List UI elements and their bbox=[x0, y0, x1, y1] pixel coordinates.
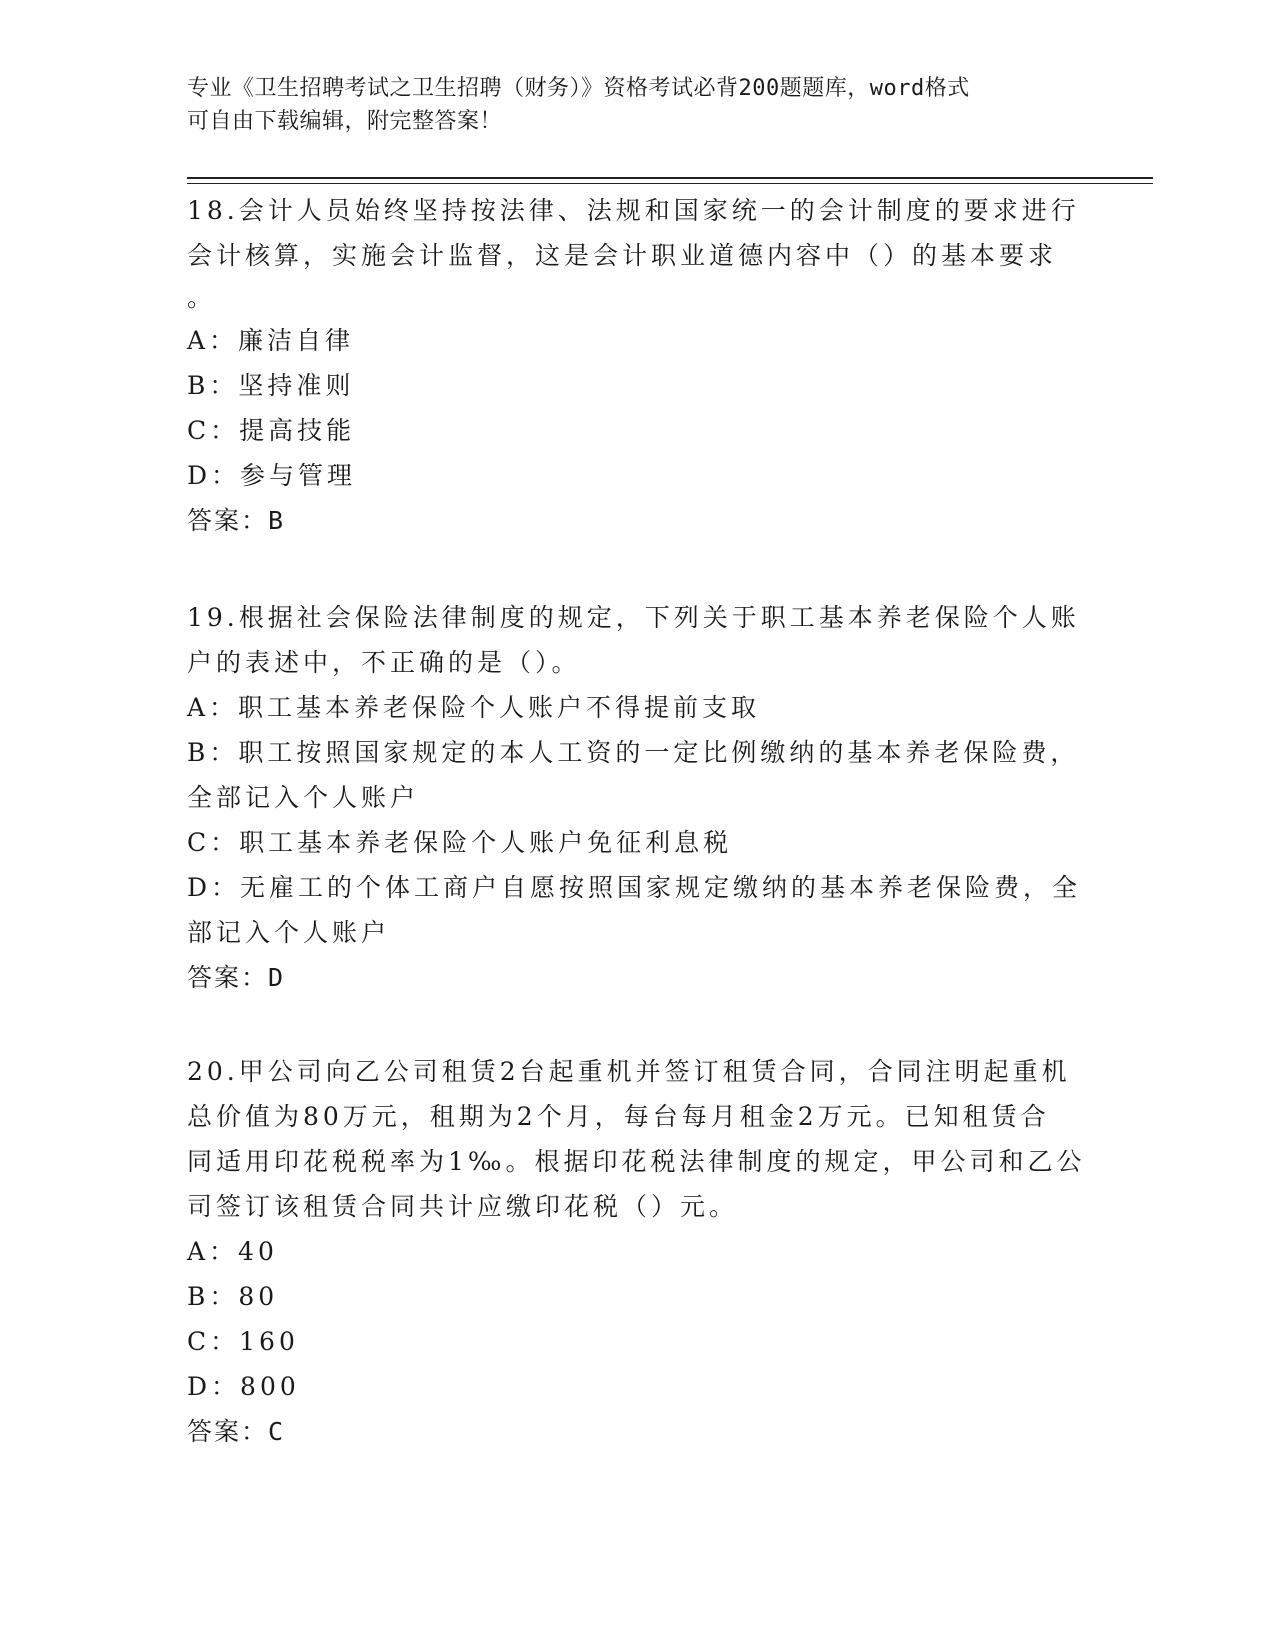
question-stem-line: 。 bbox=[187, 283, 217, 312]
answer-label: 答案： bbox=[187, 506, 269, 535]
answer-label: 答案： bbox=[187, 963, 269, 992]
option-d: D：无雇工的个体工商户自愿按照国家规定缴纳的基本养老保险费，全 bbox=[187, 873, 1082, 902]
question-block bbox=[187, 1049, 1087, 1454]
question-stem-line: 20.甲公司向乙公司租赁2台起重机并签订租赁合同，合同注明起重机 bbox=[187, 1057, 1071, 1086]
question-block bbox=[187, 188, 1087, 543]
answer-line bbox=[187, 955, 1087, 1000]
header-divider bbox=[187, 177, 1153, 179]
answer-value: B bbox=[268, 506, 285, 535]
option-b: B：职工按照国家规定的本人工资的一定比例缴纳的基本养老保险费， bbox=[187, 738, 1080, 767]
option-c: C：160 bbox=[187, 1327, 299, 1356]
option-d: D：800 bbox=[187, 1372, 300, 1401]
question-stem-line: 18.会计人员始终坚持按法律、法规和国家统一的会计制度的要求进行 bbox=[187, 196, 1080, 225]
option-b: B：坚持准则 bbox=[187, 371, 355, 400]
answer-value: D bbox=[268, 963, 285, 992]
answer-line bbox=[187, 498, 1087, 543]
header-line: 专业《卫生招聘考试之卫生招聘（财务）》资格考试必背200题题库，word格式 bbox=[187, 76, 970, 101]
header-line: 可自由下载编辑，附完整答案！ bbox=[187, 109, 503, 134]
option-b: B：80 bbox=[187, 1282, 279, 1311]
header-divider bbox=[187, 183, 1153, 184]
option-a: A：40 bbox=[187, 1237, 278, 1266]
question-stem-line: 户的表述中，不正确的是（）。 bbox=[187, 648, 581, 677]
answer-label: 答案： bbox=[187, 1417, 269, 1446]
answer-value: C bbox=[268, 1417, 285, 1446]
question-stem-line: 总价值为80万元，租期为2个月，每台每月租金2万元。已知租赁合 bbox=[187, 1102, 1050, 1131]
document-header bbox=[187, 72, 1067, 138]
option-b-continued: 全部记入个人账户 bbox=[187, 783, 420, 812]
answer-line bbox=[187, 1409, 1087, 1454]
option-a: A：职工基本养老保险个人账户不得提前支取 bbox=[187, 693, 761, 722]
option-a: A：廉洁自律 bbox=[187, 326, 355, 355]
question-stem-line: 同适用印花税税率为1‰。根据印花税法律制度的规定，甲公司和乙公 bbox=[187, 1147, 1086, 1176]
question-block bbox=[187, 595, 1087, 1000]
option-d-continued: 部记入个人账户 bbox=[187, 918, 391, 947]
question-stem-line: 司签订该租赁合同共计应缴印花税（）元。 bbox=[187, 1192, 739, 1221]
option-d: D：参与管理 bbox=[187, 461, 357, 490]
question-stem-line: 会计核算，实施会计监督，这是会计职业道德内容中（）的基本要求 bbox=[187, 241, 1058, 270]
option-c: C：职工基本养老保险个人账户免征利息税 bbox=[187, 828, 733, 857]
option-c: C：提高技能 bbox=[187, 416, 356, 445]
question-stem-line: 19.根据社会保险法律制度的规定，下列关于职工基本养老保险个人账 bbox=[187, 603, 1080, 632]
